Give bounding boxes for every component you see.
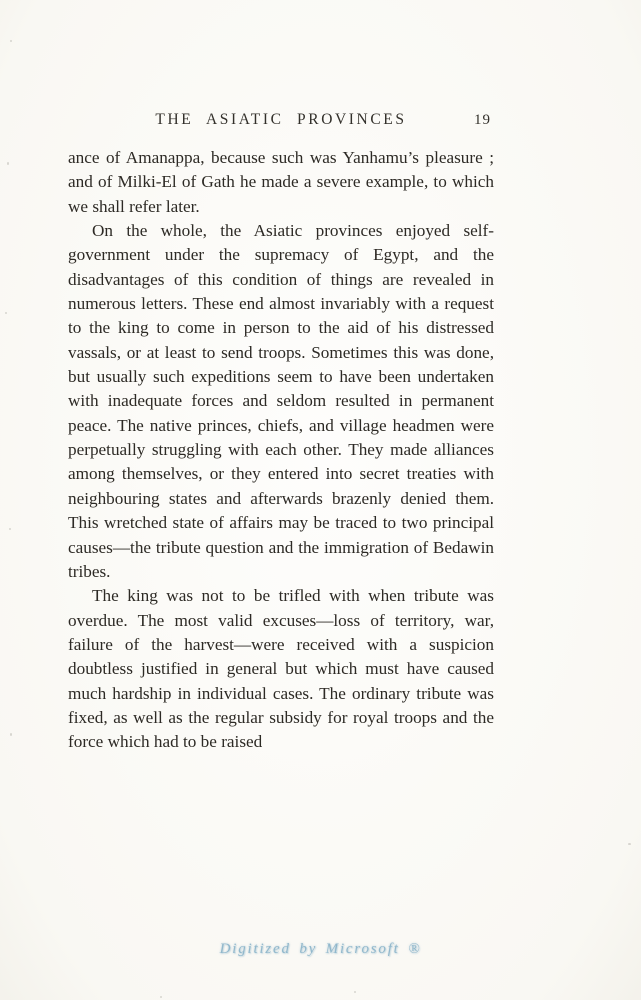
text-block [68, 146, 494, 755]
scan-speck [10, 40, 12, 42]
scan-speck [10, 733, 12, 736]
scan-speck [160, 996, 162, 998]
paragraph-continuation: ance of Amanappa, because such was Yanhamu’s pleasure ; and of Milki-El of Gath he made a severe example, to which we shall refer later. [68, 148, 494, 216]
running-title: THE ASIATIC PROVINCES [155, 111, 407, 128]
page-header [68, 111, 494, 133]
scan-speck [7, 162, 9, 165]
scan-speck [5, 312, 7, 314]
scan-speck [628, 843, 631, 845]
paragraph: On the whole, the Asiatic provinces enjoyed self-government under the supremacy of Egypt, and the disadvantages of this condition of things are revealed in numerous letters. These end almost invariably with a request to the king to come in person to the aid of his distressed vassals, or at least to send troops. Sometimes this was done, but usually such expeditions seem to have been undertaken with inadequate forces and seldom resulted in permanent peace. The native princes, chiefs, and village headmen were perpetually struggling with each other. They made alliances among themselves, or they entered into secret treaties with neighbouring states and afterwards brazenly denied them. This wretched state of affairs may be traced to two principal causes—the tribute question and the immigration of Bedawin tribes. [68, 221, 494, 581]
scan-speck [354, 991, 356, 993]
scan-speck [9, 528, 11, 530]
digitization-watermark: Digitized by Microsoft ® [219, 941, 422, 957]
paragraph: The king was not to be trifled with when tribute was overdue. The most valid excuses—loss of territory, war, failure of the harvest—were received with a suspicion doubtless justified in general but which must have caused much hardship in individual cases. The ordinary tribute was fixed, as well as the regular subsidy for royal troops and the force which had to be raised [68, 586, 494, 752]
page-number: 19 [474, 112, 491, 128]
